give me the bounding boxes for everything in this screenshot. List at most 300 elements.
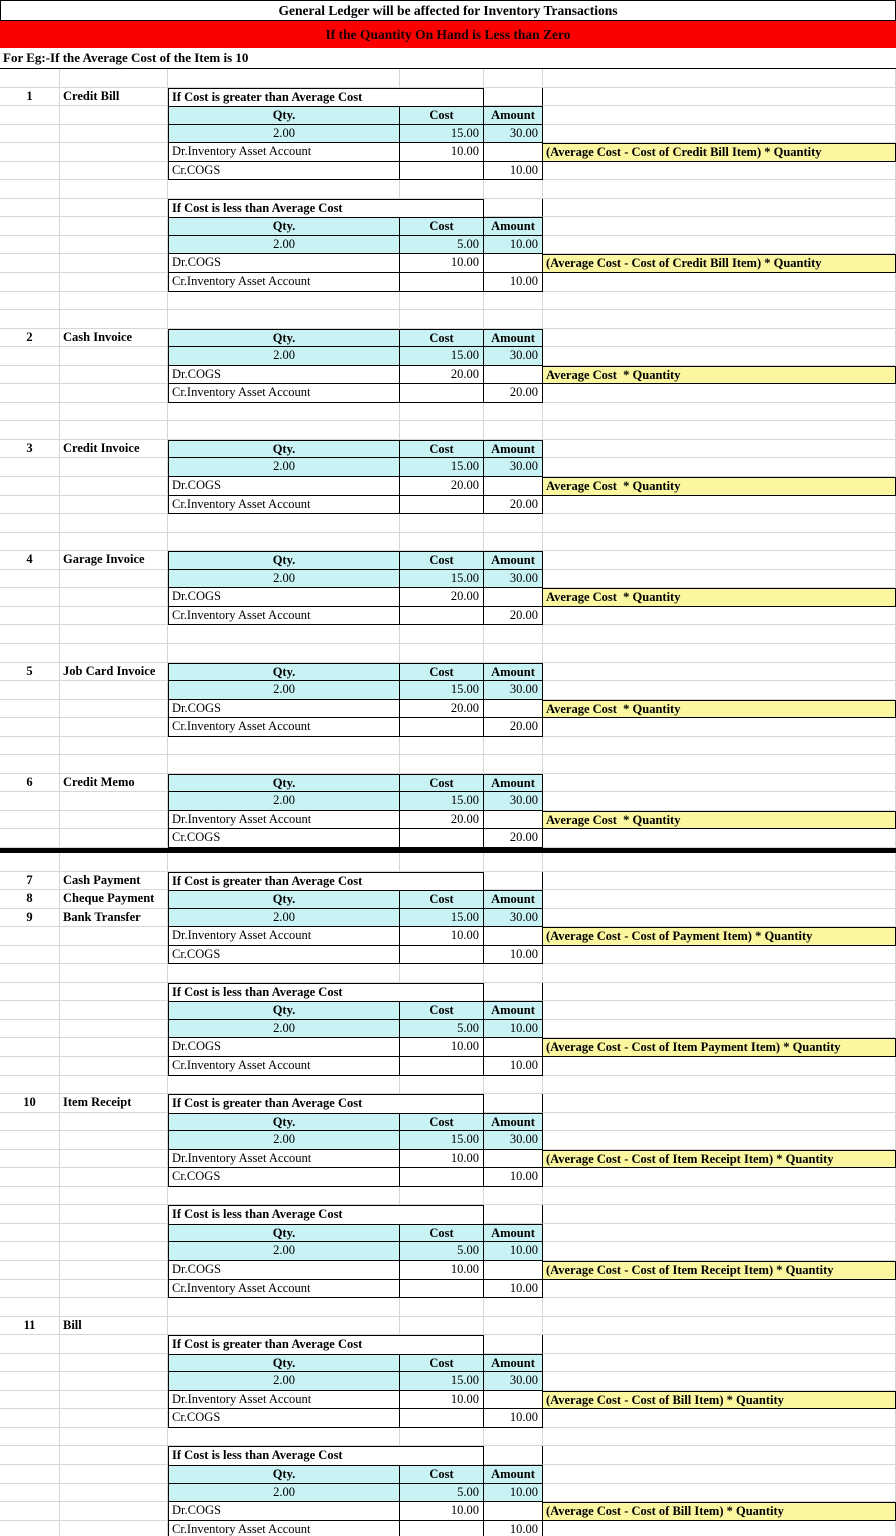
- sheet-row: [0, 496, 896, 515]
- amount-column-header: Amount: [484, 1001, 543, 1020]
- cell-blank: [0, 273, 60, 292]
- entry-amount: [484, 1502, 543, 1521]
- cell-blank: [543, 88, 896, 107]
- entry-cost: [400, 1409, 484, 1428]
- cell-blank: [0, 1446, 60, 1465]
- entry-cost: 20.00: [400, 811, 484, 830]
- cell-blank: [400, 964, 484, 983]
- sheet-row: [0, 700, 896, 719]
- section-number: 6: [0, 774, 60, 793]
- cell-blank: [543, 1076, 896, 1095]
- entry-cost: [400, 384, 484, 403]
- entry-cost: [400, 496, 484, 515]
- cell-blank: [0, 1038, 60, 1057]
- amount-column-header: Amount: [484, 774, 543, 793]
- sheet-row: [0, 681, 896, 700]
- cell-blank: [60, 700, 168, 719]
- cell-blank: [543, 829, 896, 848]
- amount-value: 10.00: [484, 1242, 543, 1261]
- cell-blank: [60, 1131, 168, 1150]
- cell-blank: [484, 1094, 543, 1113]
- entry-cost: [400, 607, 484, 626]
- cell-blank: [168, 533, 400, 552]
- entry-cost: [400, 1168, 484, 1187]
- cell-blank: [60, 1020, 168, 1039]
- sheet-row: [0, 1335, 896, 1354]
- entry-account: Cr.Inventory Asset Account: [168, 273, 400, 292]
- amount-column-header: Amount: [484, 1465, 543, 1484]
- cell-blank: [484, 964, 543, 983]
- entry-account: Cr.COGS: [168, 1168, 400, 1187]
- cell-blank: [543, 1205, 896, 1224]
- entry-cost: 10.00: [400, 1038, 484, 1057]
- cell-blank: [60, 1187, 168, 1206]
- cell-blank: [0, 607, 60, 626]
- entry-cost: 20.00: [400, 477, 484, 496]
- entry-amount: 10.00: [484, 1168, 543, 1187]
- sheet-row: [0, 236, 896, 255]
- qty-value: 2.00: [168, 236, 400, 255]
- cost-value: 15.00: [400, 458, 484, 477]
- sheet-row: [0, 588, 896, 607]
- section-label: Credit Memo: [60, 774, 168, 793]
- sheet-row: [0, 514, 896, 533]
- cell-blank: [543, 458, 896, 477]
- cell-blank: [60, 1205, 168, 1224]
- cell-blank: [60, 125, 168, 144]
- sheet-row: [0, 1502, 896, 1521]
- cell-blank: [60, 927, 168, 946]
- cell-blank: [0, 514, 60, 533]
- sheet-row: [0, 853, 896, 872]
- sheet-row: [0, 625, 896, 644]
- qty-column-header: Qty.: [168, 663, 400, 682]
- section-label: Garage Invoice: [60, 551, 168, 570]
- cell-blank: [543, 1317, 896, 1336]
- cell-blank: [0, 1242, 60, 1261]
- amount-value: 30.00: [484, 909, 543, 928]
- entry-formula-note: Average Cost * Quantity: [543, 366, 896, 385]
- cell-blank: [484, 88, 543, 107]
- entry-account: Cr.COGS: [168, 162, 400, 181]
- sheet-row: [0, 1131, 896, 1150]
- qty-column-header: Qty.: [168, 440, 400, 459]
- cell-blank: [60, 1076, 168, 1095]
- cell-blank: [0, 162, 60, 181]
- cost-value: 15.00: [400, 570, 484, 589]
- sheet-row: [0, 1465, 896, 1484]
- sheet-row: [0, 199, 896, 218]
- sheet-row: [0, 1150, 896, 1169]
- cell-blank: [0, 853, 60, 872]
- sheet-row: [0, 1057, 896, 1076]
- sheet-row: [0, 273, 896, 292]
- sheet-row: [0, 217, 896, 236]
- entry-amount: 20.00: [484, 384, 543, 403]
- cell-blank: [543, 1242, 896, 1261]
- cell-blank: [400, 625, 484, 644]
- sheet-row: [0, 1020, 896, 1039]
- entry-amount: [484, 927, 543, 946]
- entry-account: Cr.Inventory Asset Account: [168, 1057, 400, 1076]
- cell-blank: [60, 1354, 168, 1373]
- qty-value: 2.00: [168, 125, 400, 144]
- cell-blank: [60, 1428, 168, 1447]
- entry-formula-note: Average Cost * Quantity: [543, 477, 896, 496]
- cell-blank: [60, 1038, 168, 1057]
- cell-blank: [400, 737, 484, 756]
- entry-amount: [484, 700, 543, 719]
- sheet-row: [0, 88, 896, 107]
- amount-column-header: Amount: [484, 440, 543, 459]
- cell-blank: [484, 1317, 543, 1336]
- cost-value: 15.00: [400, 681, 484, 700]
- cost-value: 15.00: [400, 1372, 484, 1391]
- qty-column-header: Qty.: [168, 551, 400, 570]
- sheet-row: [0, 1391, 896, 1410]
- section-label: Job Card Invoice: [60, 663, 168, 682]
- cell-blank: [543, 69, 896, 88]
- cell-blank: [543, 1409, 896, 1428]
- entry-formula-note: (Average Cost - Cost of Item Receipt Item) * Quantity: [543, 1150, 896, 1169]
- section-number: 8: [0, 890, 60, 909]
- cell-blank: [60, 180, 168, 199]
- cell-blank: [60, 421, 168, 440]
- cell-blank: [0, 681, 60, 700]
- entry-amount: [484, 1261, 543, 1280]
- sheet-row: [0, 347, 896, 366]
- qty-column-header: Qty.: [168, 106, 400, 125]
- cell-blank: [60, 1057, 168, 1076]
- cell-blank: [60, 983, 168, 1002]
- cell-blank: [60, 811, 168, 830]
- entry-formula-note: (Average Cost - Cost of Item Receipt Item) * Quantity: [543, 1261, 896, 1280]
- sheet-row: [0, 292, 896, 311]
- entry-formula-note: (Average Cost - Cost of Bill Item) * Quantity: [543, 1391, 896, 1410]
- amount-value: 10.00: [484, 1484, 543, 1503]
- amount-column-header: Amount: [484, 663, 543, 682]
- qty-value: 2.00: [168, 792, 400, 811]
- cell-blank: [60, 236, 168, 255]
- cell-blank: [400, 1298, 484, 1317]
- entry-cost: [400, 162, 484, 181]
- example-note: For Eg:-If the Average Cost of the Item is 10: [0, 48, 896, 69]
- cell-blank: [0, 1409, 60, 1428]
- entry-formula-note: Average Cost * Quantity: [543, 588, 896, 607]
- sheet-row: [0, 1001, 896, 1020]
- cell-blank: [543, 310, 896, 329]
- cell-blank: [0, 143, 60, 162]
- cell-blank: [543, 718, 896, 737]
- cell-blank: [168, 625, 400, 644]
- sheet-row: [0, 421, 896, 440]
- cost-column-header: Cost: [400, 1224, 484, 1243]
- entry-amount: 10.00: [484, 273, 543, 292]
- cell-blank: [543, 644, 896, 663]
- cell-blank: [0, 1187, 60, 1206]
- cell-blank: [543, 1224, 896, 1243]
- cell-blank: [60, 1298, 168, 1317]
- cell-blank: [0, 254, 60, 273]
- cell-blank: [168, 755, 400, 774]
- cell-blank: [543, 533, 896, 552]
- condition-header: If Cost is greater than Average Cost: [168, 88, 484, 107]
- condition-header: If Cost is greater than Average Cost: [168, 1094, 484, 1113]
- cell-blank: [0, 570, 60, 589]
- cell-blank: [484, 1187, 543, 1206]
- sheet-row: [0, 143, 896, 162]
- entry-account: Dr.COGS: [168, 588, 400, 607]
- qty-column-header: Qty.: [168, 1354, 400, 1373]
- cell-blank: [60, 106, 168, 125]
- entry-amount: [484, 588, 543, 607]
- sheet-row: [0, 737, 896, 756]
- cell-blank: [543, 106, 896, 125]
- cell-blank: [543, 1168, 896, 1187]
- cell-blank: [168, 1187, 400, 1206]
- sheet-row: [0, 1242, 896, 1261]
- sheet-row: [0, 162, 896, 181]
- sheet-row: [0, 946, 896, 965]
- cell-blank: [60, 1242, 168, 1261]
- cell-blank: [0, 1020, 60, 1039]
- cell-blank: [543, 1484, 896, 1503]
- sheet-row: [0, 1187, 896, 1206]
- sheet-row: [0, 1409, 896, 1428]
- entry-amount: [484, 477, 543, 496]
- cell-blank: [60, 533, 168, 552]
- entry-amount: 10.00: [484, 1280, 543, 1299]
- sheet-row: [0, 366, 896, 385]
- cell-blank: [543, 1280, 896, 1299]
- entry-cost: 10.00: [400, 927, 484, 946]
- cell-blank: [543, 329, 896, 348]
- cell-blank: [0, 180, 60, 199]
- entry-cost: 10.00: [400, 1391, 484, 1410]
- entry-account: Dr.Inventory Asset Account: [168, 1150, 400, 1169]
- page-title: General Ledger will be affected for Inventory Transactions: [0, 0, 896, 21]
- cell-blank: [168, 644, 400, 663]
- cell-blank: [168, 1317, 400, 1336]
- sheet-row: [0, 254, 896, 273]
- cell-blank: [0, 1354, 60, 1373]
- entry-amount: 20.00: [484, 829, 543, 848]
- cell-blank: [60, 644, 168, 663]
- entry-cost: [400, 946, 484, 965]
- entry-account: Cr.Inventory Asset Account: [168, 384, 400, 403]
- entry-account: Cr.Inventory Asset Account: [168, 718, 400, 737]
- cost-value: 15.00: [400, 909, 484, 928]
- section-number: 4: [0, 551, 60, 570]
- cell-blank: [0, 384, 60, 403]
- cell-blank: [0, 811, 60, 830]
- entry-amount: [484, 254, 543, 273]
- cell-blank: [400, 1428, 484, 1447]
- sheet-row: [0, 1224, 896, 1243]
- entry-account: Dr.COGS: [168, 700, 400, 719]
- cell-blank: [60, 217, 168, 236]
- cell-blank: [484, 421, 543, 440]
- cost-value: 15.00: [400, 792, 484, 811]
- cell-blank: [60, 1521, 168, 1536]
- section-label: Credit Invoice: [60, 440, 168, 459]
- sheet-row: [0, 551, 896, 570]
- entry-amount: 10.00: [484, 1521, 543, 1536]
- condition-header: If Cost is less than Average Cost: [168, 983, 484, 1002]
- entry-cost: [400, 1280, 484, 1299]
- entry-cost: [400, 718, 484, 737]
- condition-header: If Cost is less than Average Cost: [168, 1205, 484, 1224]
- cell-blank: [400, 1076, 484, 1095]
- cell-blank: [543, 551, 896, 570]
- cell-blank: [0, 403, 60, 422]
- section-number: 11: [0, 1317, 60, 1336]
- cell-blank: [543, 570, 896, 589]
- cell-blank: [60, 1484, 168, 1503]
- cell-blank: [0, 792, 60, 811]
- cell-blank: [0, 1280, 60, 1299]
- cell-blank: [543, 663, 896, 682]
- qty-value: 2.00: [168, 347, 400, 366]
- cell-blank: [543, 403, 896, 422]
- condition-header: If Cost is greater than Average Cost: [168, 872, 484, 891]
- entry-amount: 20.00: [484, 496, 543, 515]
- cell-blank: [400, 755, 484, 774]
- cell-blank: [543, 737, 896, 756]
- cell-blank: [400, 292, 484, 311]
- section-number: 2: [0, 329, 60, 348]
- entry-cost: [400, 829, 484, 848]
- entry-account: Dr.COGS: [168, 1038, 400, 1057]
- qty-value: 2.00: [168, 681, 400, 700]
- cell-blank: [168, 69, 400, 88]
- cell-blank: [484, 1205, 543, 1224]
- cell-blank: [0, 1391, 60, 1410]
- sheet-row: [0, 1354, 896, 1373]
- cost-column-header: Cost: [400, 1465, 484, 1484]
- cell-blank: [168, 310, 400, 329]
- cell-blank: [60, 254, 168, 273]
- cell-blank: [0, 69, 60, 88]
- cell-blank: [543, 1113, 896, 1132]
- qty-value: 2.00: [168, 458, 400, 477]
- cell-blank: [543, 440, 896, 459]
- entry-amount: 20.00: [484, 607, 543, 626]
- sheet-row: [0, 1372, 896, 1391]
- cell-blank: [0, 1131, 60, 1150]
- entry-amount: [484, 1038, 543, 1057]
- cell-blank: [60, 1502, 168, 1521]
- cell-blank: [543, 217, 896, 236]
- cell-blank: [60, 1465, 168, 1484]
- section-number: 7: [0, 872, 60, 891]
- cost-column-header: Cost: [400, 217, 484, 236]
- cost-column-header: Cost: [400, 1001, 484, 1020]
- amount-column-header: Amount: [484, 1113, 543, 1132]
- entry-cost: [400, 1521, 484, 1536]
- cell-blank: [0, 625, 60, 644]
- cell-blank: [543, 1446, 896, 1465]
- cell-blank: [0, 983, 60, 1002]
- cell-blank: [543, 1131, 896, 1150]
- qty-value: 2.00: [168, 1020, 400, 1039]
- qty-column-header: Qty.: [168, 1113, 400, 1132]
- cell-blank: [543, 384, 896, 403]
- cell-blank: [484, 199, 543, 218]
- qty-value: 2.00: [168, 909, 400, 928]
- entry-amount: [484, 1150, 543, 1169]
- section-label: Cash Payment: [60, 872, 168, 891]
- entry-cost: 10.00: [400, 1150, 484, 1169]
- cell-blank: [60, 1224, 168, 1243]
- cell-blank: [0, 1335, 60, 1354]
- cell-blank: [484, 737, 543, 756]
- cell-blank: [543, 1298, 896, 1317]
- sheet-row: [0, 644, 896, 663]
- cell-blank: [0, 1057, 60, 1076]
- qty-column-header: Qty.: [168, 1224, 400, 1243]
- section-number: 9: [0, 909, 60, 928]
- cell-blank: [484, 853, 543, 872]
- cell-blank: [543, 755, 896, 774]
- cost-value: 5.00: [400, 1484, 484, 1503]
- cell-blank: [60, 1372, 168, 1391]
- cell-blank: [0, 737, 60, 756]
- cell-blank: [60, 1113, 168, 1132]
- sheet-body: [0, 69, 896, 1536]
- section-number: 10: [0, 1094, 60, 1113]
- qty-value: 2.00: [168, 1372, 400, 1391]
- cell-blank: [484, 514, 543, 533]
- entry-account: Dr.COGS: [168, 254, 400, 273]
- entry-amount: 10.00: [484, 162, 543, 181]
- cell-blank: [484, 533, 543, 552]
- entry-account: Dr.Inventory Asset Account: [168, 143, 400, 162]
- cell-blank: [543, 1428, 896, 1447]
- cell-blank: [543, 347, 896, 366]
- sheet-row: [0, 329, 896, 348]
- cell-blank: [543, 1372, 896, 1391]
- cell-blank: [60, 273, 168, 292]
- amount-column-header: Amount: [484, 217, 543, 236]
- sheet-row: [0, 927, 896, 946]
- cell-blank: [484, 69, 543, 88]
- cell-blank: [0, 217, 60, 236]
- cell-blank: [400, 310, 484, 329]
- cell-blank: [0, 1168, 60, 1187]
- cell-blank: [60, 1409, 168, 1428]
- cell-blank: [0, 1484, 60, 1503]
- section-label: Cheque Payment: [60, 890, 168, 909]
- cell-blank: [484, 1428, 543, 1447]
- cell-blank: [168, 737, 400, 756]
- cell-blank: [543, 180, 896, 199]
- cell-blank: [484, 1446, 543, 1465]
- cell-blank: [0, 477, 60, 496]
- amount-column-header: Amount: [484, 890, 543, 909]
- cell-blank: [0, 106, 60, 125]
- cell-blank: [0, 1502, 60, 1521]
- cell-blank: [0, 964, 60, 983]
- qty-column-header: Qty.: [168, 329, 400, 348]
- cell-blank: [60, 1168, 168, 1187]
- qty-value: 2.00: [168, 1484, 400, 1503]
- cell-blank: [60, 496, 168, 515]
- cell-blank: [60, 607, 168, 626]
- cell-blank: [0, 199, 60, 218]
- cell-blank: [543, 872, 896, 891]
- cell-blank: [60, 366, 168, 385]
